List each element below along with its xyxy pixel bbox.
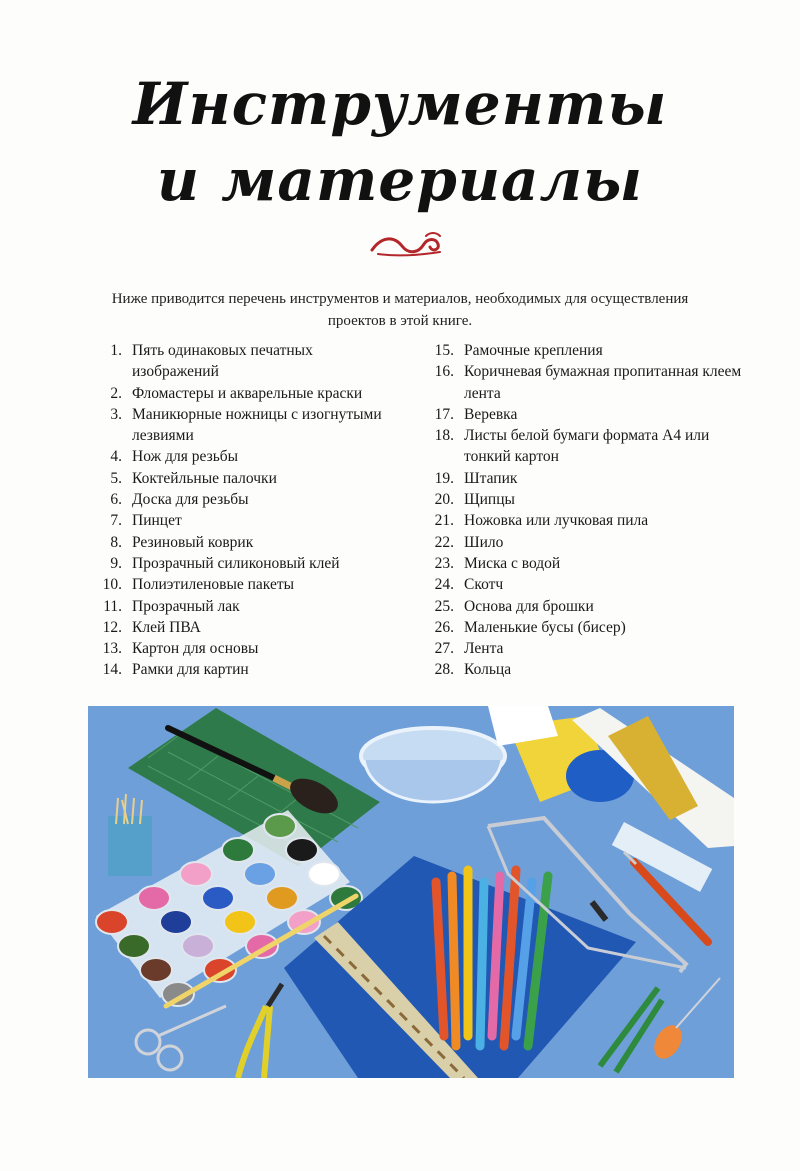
list-item [80, 532, 400, 553]
list-item-text: Нож для резьбы [132, 448, 239, 466]
list-item-text: Штапик [464, 469, 518, 487]
list-item [80, 638, 400, 659]
list-item-number: 28. [434, 661, 454, 679]
list-item-text: Пинцет [132, 512, 182, 530]
list-item-number: 8. [110, 533, 122, 551]
list-item-text: Коричневая бумажная пропитанная клеем лента [464, 363, 742, 402]
list-item-number: 4. [110, 448, 122, 466]
list-item-number: 3. [110, 405, 122, 423]
list-item-number: 11. [103, 597, 122, 615]
list-item-text: Миска с водой [464, 554, 561, 572]
list-item-text: Рамочные крепления [464, 342, 603, 359]
list-item-text: Коктейльные палочки [132, 469, 277, 487]
list-item-number: 24. [434, 576, 454, 594]
list-item-number: 17. [434, 405, 454, 423]
list-item-text: Основа для брошки [464, 597, 594, 615]
list-item [412, 574, 742, 595]
list-item [80, 446, 400, 467]
list-item-number: 22. [434, 533, 454, 551]
list-item-number: 13. [102, 640, 122, 658]
list-item-text: Фломастеры и акварельные краски [132, 384, 363, 402]
list-item-text: Прозрачный силиконовый клей [132, 554, 340, 572]
list-item-text: Картон для основы [132, 640, 259, 658]
page-title-line-2: и материалы [156, 146, 644, 214]
list-item [80, 617, 400, 638]
list-item-text: Щипцы [464, 491, 515, 509]
list-item [412, 596, 742, 617]
list-item-number: 25. [434, 597, 454, 615]
list-item-number: 10. [102, 576, 122, 594]
list-item [80, 574, 400, 595]
list-item-number: 16. [434, 363, 454, 381]
materials-list-right [412, 340, 742, 681]
list-item-number: 21. [434, 512, 454, 530]
list-item-text: Скотч [464, 576, 504, 594]
list-item [80, 340, 400, 383]
list-item [80, 510, 400, 531]
list-item-number: 5. [110, 469, 122, 487]
list-item-number: 20. [434, 491, 454, 509]
list-item-text: Лента [464, 640, 504, 658]
tools-photo [88, 706, 734, 1078]
list-item-text: Веревка [464, 405, 518, 423]
list-item [412, 489, 742, 510]
list-item [412, 340, 742, 361]
list-item-text: Полиэтиленовые пакеты [132, 576, 295, 594]
list-item-number: 14. [102, 661, 122, 679]
list-item [80, 553, 400, 574]
list-item-number: 18. [434, 427, 454, 445]
list-item-number: 6. [110, 491, 122, 509]
list-item [412, 532, 742, 553]
list-item [80, 468, 400, 489]
list-item-text: Клей ПВА [132, 618, 201, 636]
list-item-number: 1. [110, 342, 122, 359]
materials-list-left [80, 340, 400, 681]
list-item [412, 617, 742, 638]
list-item-text: Резиновый коврик [132, 533, 254, 551]
list-item [412, 553, 742, 574]
list-item [80, 383, 400, 404]
list-item-number: 27. [434, 640, 454, 658]
list-item [412, 425, 742, 468]
list-item-text: Маникюрные ножницы с изогнутыми лезвиями [132, 405, 382, 445]
list-item [80, 489, 400, 510]
list-item-text: Прозрачный лак [132, 597, 240, 615]
list-item-text: Листы белой бумаги формата А4 или тонкий картон [464, 427, 710, 466]
list-item-number: 7. [110, 512, 122, 530]
list-item-number: 2. [110, 384, 122, 402]
list-item-number: 12. [102, 618, 122, 636]
list-item [80, 404, 400, 447]
list-item-number: 26. [434, 618, 454, 636]
list-item [412, 510, 742, 531]
list-item-text: Ножовка или лучковая пила [464, 512, 649, 530]
list-item-text: Маленькие бусы (бисер) [464, 618, 626, 636]
list-item-number: 9. [110, 554, 122, 572]
list-item-text: Пять одинаковых печатных изображений [132, 342, 313, 381]
list-item-text: Доска для резьбы [132, 491, 249, 509]
list-item [412, 638, 742, 659]
list-item [412, 659, 742, 680]
list-item [412, 404, 742, 425]
ornament-swirl-icon [368, 230, 446, 260]
list-item-number: 19. [434, 469, 454, 487]
list-item-text: Рамки для картин [132, 661, 249, 679]
list-item-text: Шило [464, 533, 504, 551]
list-item [80, 659, 400, 680]
list-item [412, 468, 742, 489]
list-item-text: Кольца [464, 661, 512, 679]
list-item [80, 596, 400, 617]
list-item [412, 361, 742, 404]
page-title-line-1: Инструменты [132, 70, 668, 138]
intro-paragraph: Ниже приводится перечень инструментов и материалов, необходимых для осуществления проектов в этой книге. [111, 291, 689, 329]
list-item-number: 15. [434, 342, 454, 359]
list-item-number: 23. [434, 554, 454, 572]
